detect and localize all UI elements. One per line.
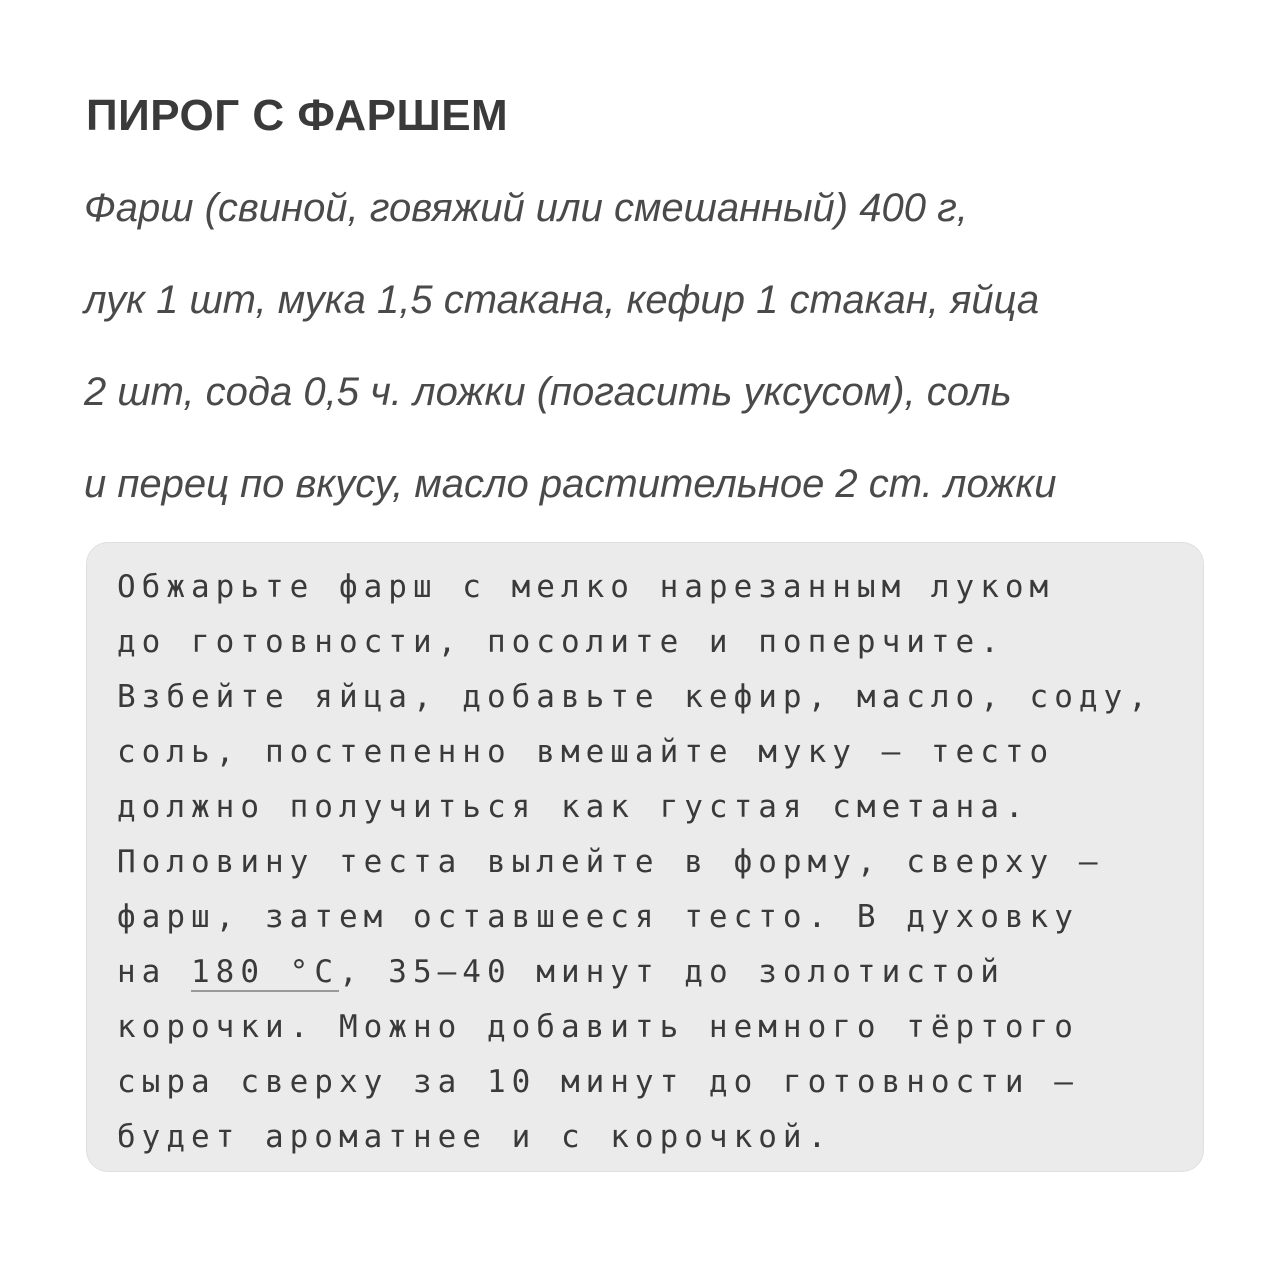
instruction-line: должно получиться как густая сметана.	[117, 789, 1030, 825]
instruction-line: Взбейте яйца, добавьте кефир, масло, соду,	[117, 679, 1153, 715]
instruction-line: Половину теста вылейте в форму, сверху —	[117, 844, 1104, 880]
ingredients-paragraph	[84, 178, 1056, 546]
ingredients-line: 2 шт, сода 0,5 ч. ложки (погасить уксусом), соль	[84, 370, 1012, 414]
ingredients-line: и перец по вкусу, масло растительное 2 ст. ложки	[84, 462, 1057, 506]
recipe-title: ПИРОГ С ФАРШЕМ	[86, 91, 509, 140]
instruction-text: на	[117, 954, 191, 990]
instructions-block[interactable]	[86, 542, 1204, 1172]
instruction-line: фарш, затем оставшееся тесто. В духовку	[117, 899, 1079, 935]
instruction-line-temperature	[117, 954, 1203, 1013]
instruction-line: корочки. Можно добавить немного тёртого	[117, 1009, 1079, 1045]
ingredients-line: лук 1 шт, мука 1,5 стакана, кефир 1 стакан, яйца	[84, 278, 1040, 322]
ingredients-line: Фарш (свиной, говяжий или смешанный) 400 г,	[84, 186, 968, 230]
instruction-line: до готовности, посолите и поперчите.	[117, 624, 1005, 660]
instruction-line: сыра сверху за 10 минут до готовности —	[117, 1064, 1079, 1100]
instruction-line: соль, постепенно вмешайте муку — тесто	[117, 734, 1055, 770]
instruction-line: Обжарьте фарш с мелко нарезанным луком	[117, 569, 1055, 605]
temperature-link[interactable]: 180 °C	[191, 954, 339, 990]
instruction-text: , 35—40 минут до золотистой	[338, 954, 1005, 990]
instruction-line: будет ароматнее и с корочкой.	[117, 1119, 833, 1155]
